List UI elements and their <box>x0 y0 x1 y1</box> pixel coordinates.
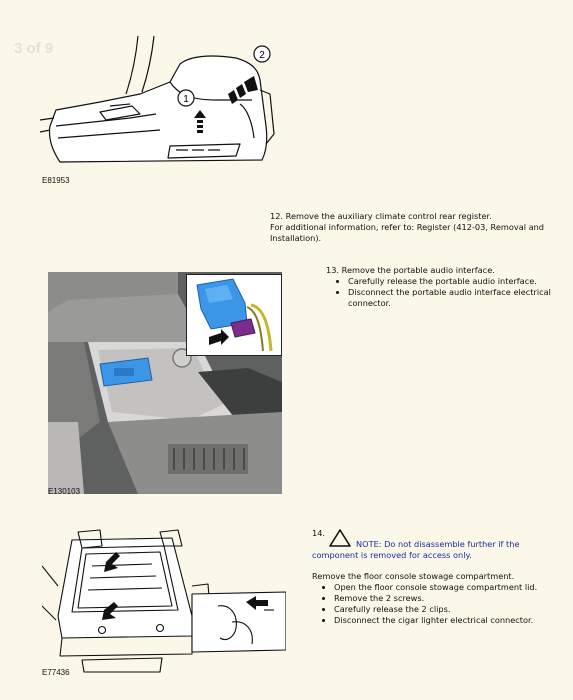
bullet-item: • Carefully release the portable audio interface. <box>348 276 562 287</box>
step-number: 12. <box>270 211 284 221</box>
callout-1 <box>178 90 194 106</box>
svg-text:1: 1 <box>183 94 189 105</box>
step-number: 14. <box>312 528 326 538</box>
step-info: For additional information, refer to: Register (412-03, Removal and Installation). <box>270 222 545 243</box>
warning-triangle-icon <box>329 529 351 547</box>
bullet-item: • Open the floor console stowage compartment lid. <box>334 582 564 593</box>
figure-stowage-compartment <box>42 526 286 676</box>
figure-console-removal <box>40 34 275 180</box>
page-counter: 3 of 9 <box>14 40 54 57</box>
figure-connector-inset <box>186 274 282 356</box>
step-note: NOTE: Do not disassemble further if the component is removed for access only. <box>312 539 520 560</box>
bullet-item: • Carefully release the 2 clips. <box>334 604 564 615</box>
step-text: Remove the auxiliary climate control rear register. <box>285 211 492 221</box>
step-number: 13. <box>326 265 340 275</box>
step-bullets <box>326 276 562 309</box>
step-14 <box>312 528 564 626</box>
bullet-item: • Remove the 2 screws. <box>334 593 564 604</box>
figure-label: E77436 <box>42 668 70 677</box>
callout-2 <box>254 46 270 62</box>
step-text: Remove the floor console stowage compartment. <box>312 571 515 581</box>
bullet-item: • Disconnect the portable audio interface electrical connector. <box>348 287 562 309</box>
svg-text:2: 2 <box>259 50 265 61</box>
step-13 <box>326 265 562 309</box>
step-12 <box>270 211 560 244</box>
step-text: Remove the portable audio interface. <box>341 265 495 275</box>
step-bullets <box>312 582 564 626</box>
figure-label: E130103 <box>48 487 81 496</box>
figure-label: E81953 <box>42 176 70 185</box>
bullet-item: • Disconnect the cigar lighter electrical connector. <box>334 615 564 626</box>
